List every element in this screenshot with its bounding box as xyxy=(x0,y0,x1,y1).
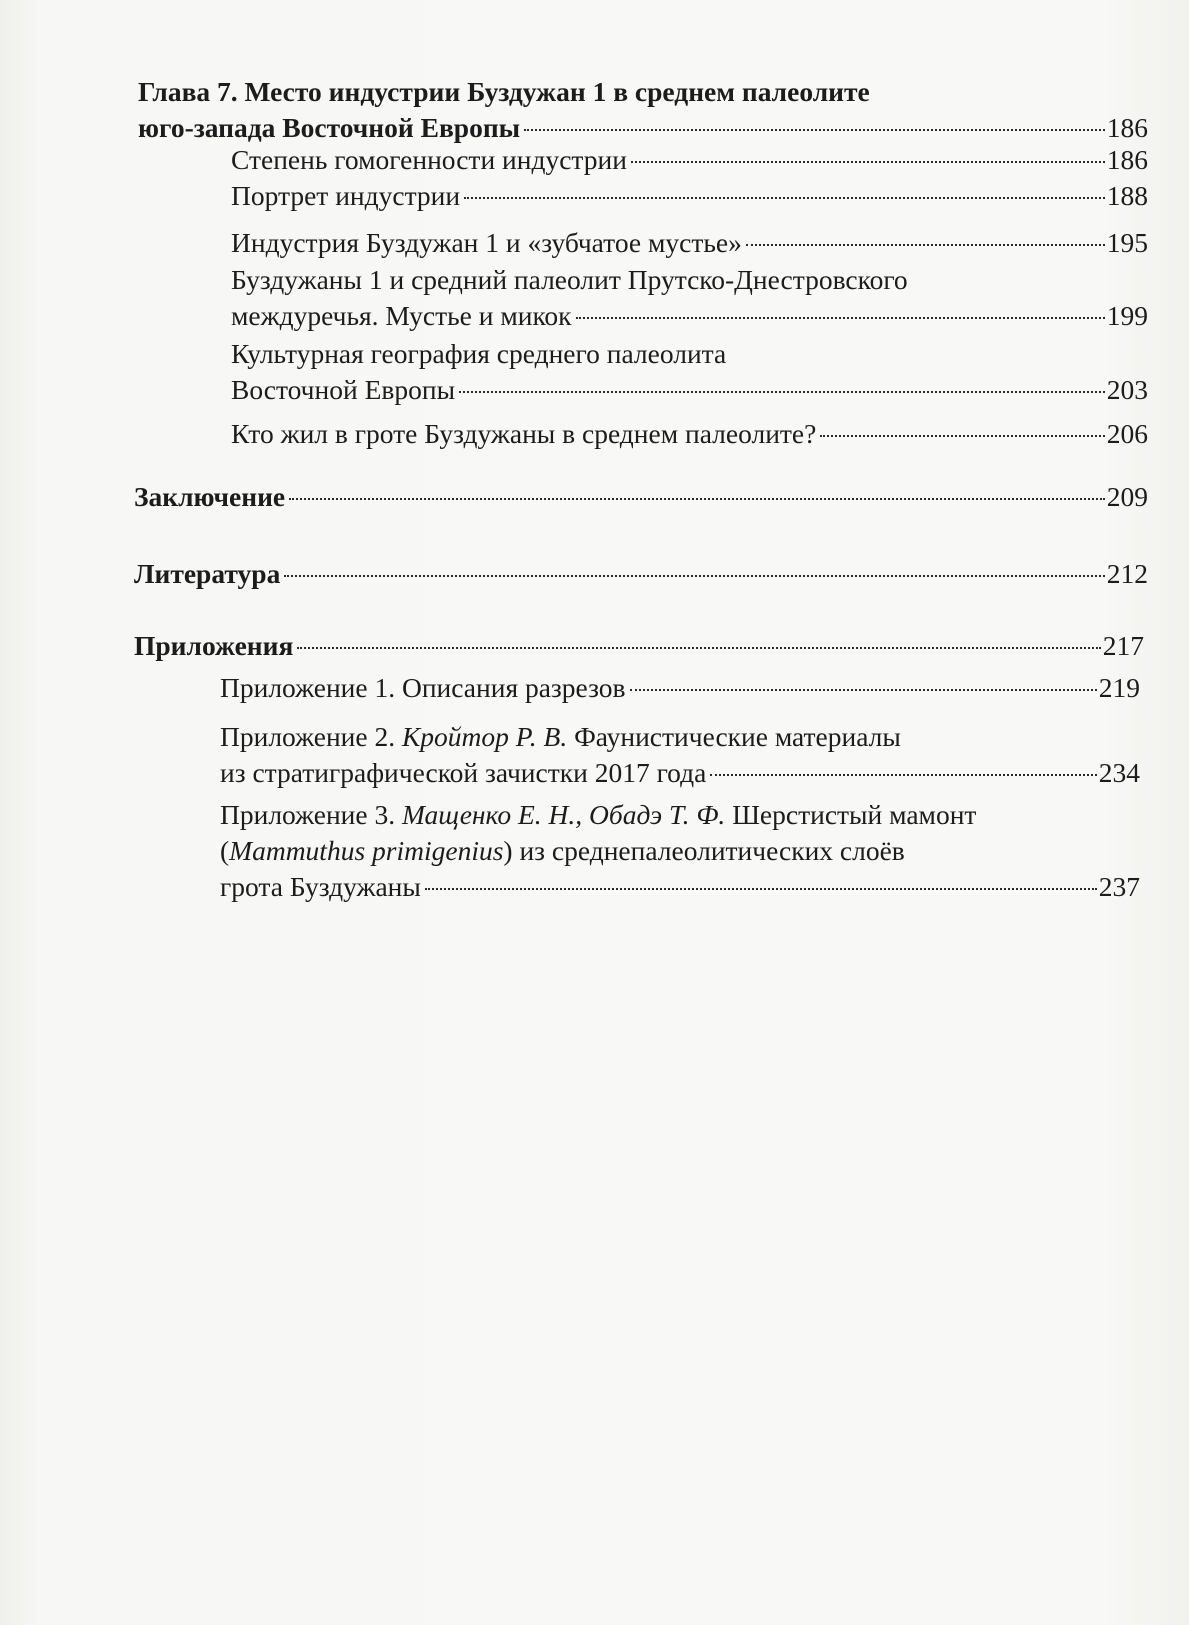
dot-leader xyxy=(630,689,1097,691)
toc-entry-appendix-1 xyxy=(220,670,1140,706)
dot-leader xyxy=(631,161,1105,163)
toc-entry-section-6 xyxy=(231,416,1148,452)
appendices-page: 217 xyxy=(1102,630,1144,661)
appendix-3-rest: Шерстистый мамонт xyxy=(725,799,977,830)
toc-entry-appendices xyxy=(134,628,1144,664)
section-4-page: 199 xyxy=(1106,300,1148,331)
literature-title: Литература xyxy=(134,558,281,589)
toc-entry-section-1 xyxy=(231,142,1148,178)
toc-entry-section-4 xyxy=(231,262,1148,334)
section-3-page: 195 xyxy=(1106,227,1148,258)
section-6-title: Кто жил в гроте Буздужаны в среднем палеолите? xyxy=(231,418,817,449)
appendix-3-title-line3: грота Буздужаны xyxy=(220,871,421,902)
section-6-page: 206 xyxy=(1106,418,1148,449)
appendix-3-title-line1 xyxy=(220,797,1140,833)
dot-leader xyxy=(710,774,1096,776)
toc-entry-chapter-7 xyxy=(138,74,1148,146)
appendix-3-author: Мащенко Е. Н., Обадэ Т. Ф. xyxy=(401,799,726,830)
appendix-2-prefix: Приложение 2. xyxy=(220,721,402,752)
chapter-7-title-line2: юго-запада Восточной Европы xyxy=(138,112,521,143)
appendix-2-page: 234 xyxy=(1098,757,1140,788)
chapter-7-title-line1: Глава 7. Место индустрии Буздужан 1 в среднем палеолите xyxy=(138,76,870,107)
section-4-title-line1: Буздужаны 1 и средний палеолит Прутско-Днестровского xyxy=(231,264,908,295)
literature-page: 212 xyxy=(1106,558,1148,589)
conclusion-title: Заключение xyxy=(134,481,286,512)
section-5-title-line2: Восточной Европы xyxy=(231,374,456,405)
appendix-2-title-line1 xyxy=(220,719,1140,755)
section-2-page: 188 xyxy=(1106,180,1148,211)
dot-leader xyxy=(297,647,1100,649)
dot-leader xyxy=(464,197,1105,199)
appendix-1-page: 219 xyxy=(1098,672,1140,703)
dot-leader xyxy=(820,435,1104,437)
appendices-title: Приложения xyxy=(134,630,294,661)
chapter-7-page: 186 xyxy=(1106,112,1148,143)
section-4-title-line2: междуречья. Мустье и микок xyxy=(231,300,572,331)
dot-leader xyxy=(289,498,1105,500)
appendix-1-title: Приложение 1. Описания разрезов xyxy=(220,672,626,703)
section-1-page: 186 xyxy=(1106,144,1148,175)
section-3-title: Индустрия Буздужан 1 и «зубчатое мустье» xyxy=(231,227,742,258)
section-5-page: 203 xyxy=(1106,374,1148,405)
toc-entry-section-5 xyxy=(231,336,1148,408)
appendix-2-author: Кройтор Р. В. xyxy=(401,721,568,752)
section-2-title: Портрет индустрии xyxy=(231,180,461,211)
conclusion-page: 209 xyxy=(1106,481,1148,512)
toc-entry-literature xyxy=(134,556,1148,592)
toc-entry-section-3 xyxy=(231,225,1148,261)
dot-leader xyxy=(284,575,1104,577)
appendix-3-species: Mammuthus primigenius xyxy=(229,835,504,866)
section-1-title: Степень гомогенности индустрии xyxy=(231,144,627,175)
section-5-title-line1: Культурная география среднего палеолита xyxy=(231,338,727,369)
appendix-3-page: 237 xyxy=(1098,871,1140,902)
toc-entry-section-2 xyxy=(231,178,1148,214)
dot-leader xyxy=(576,317,1105,319)
appendix-2-title-line2: из стратиграфической зачистки 2017 года xyxy=(220,757,707,788)
dot-leader xyxy=(459,391,1105,393)
appendix-3-title-line2: (Mammuthus primigenius) из среднепалеолитических слоёв xyxy=(220,835,905,866)
dot-leader xyxy=(524,129,1105,131)
appendix-3-prefix: Приложение 3. xyxy=(220,799,402,830)
toc-entry-appendix-2 xyxy=(220,719,1140,791)
toc-entry-conclusion xyxy=(134,479,1148,515)
dot-leader xyxy=(746,244,1105,246)
appendix-2-rest: Фаунистические материалы xyxy=(567,721,901,752)
dot-leader xyxy=(425,888,1097,890)
toc-entry-appendix-3 xyxy=(220,797,1140,905)
